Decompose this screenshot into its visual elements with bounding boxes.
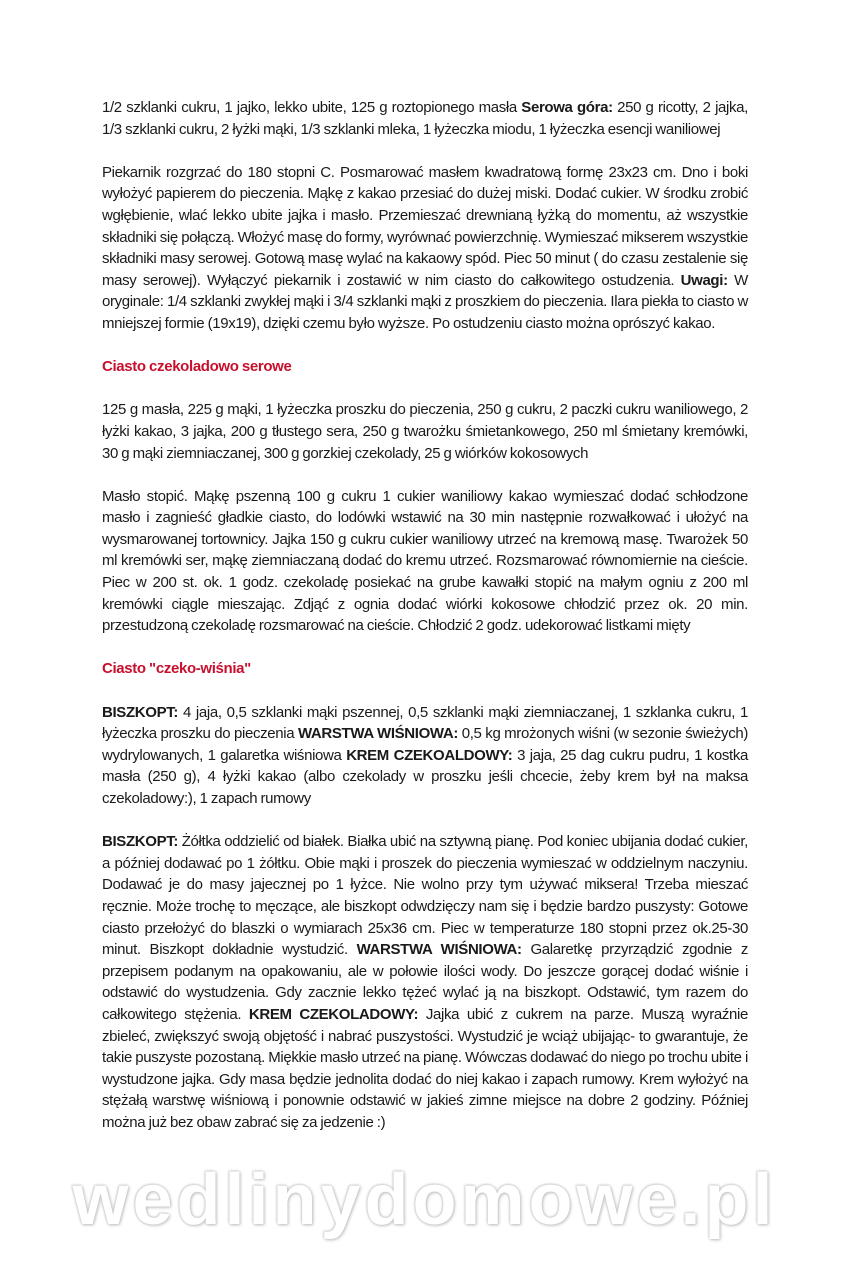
recipe-heading	[102, 356, 748, 378]
text-run: Galaretkę przyrządzić zgodnie z przepisem podanym na opakowaniu, ale w połowie ilości wody. Do jeszcze gorącej dodać wiśnie i odstawić do wystudzenia. Gdy zacznie lekko tężeć wylać ją na biszkopt. Odstawić, tym razem do całkowitego stężenia.	[102, 941, 748, 1023]
text-run: Masło stopić. Mąkę pszenną 100 g cukru 1 cukier waniliowy kakao wymieszać dodać schłodzone masło i zagnieść gładkie ciasto, do lodówki wstawić na 30 min następnie rozwałkować i ułożyć na wysmarowanej tortownicy. Jajka 150 g cukru cukier waniliowy utrzeć na kremową masę. Twarożek 50 ml kremówki ser, mąkę ziemniaczaną dodać do kremu utrzeć. Rozsmarować równomiernie na cieście. Piec w 200 st. ok. 1 godz. czekoladę posiekać na grube kawałki stopić na małym ogniu z 200 ml kremówki ciągle mieszając. Zdjąć z ognia dodać wiórki kokosowe chłodzić przez ok. 20 min. przestudzoną czekoladę rozsmarować na cieście. Chłodzić 2 godz. udekorować listkami mięty	[102, 487, 748, 635]
paragraph	[102, 162, 748, 335]
document-body	[102, 0, 748, 1134]
text-run: 1/2 szklanki cukru, 1 jajko, lekko ubite, 125 g roztopionego masła	[102, 99, 522, 116]
bold-label: KREM CZEKOLADOWY:	[248, 1005, 419, 1023]
bold-label: BISZKOPT:	[102, 833, 179, 851]
bold-label: BISZKOPT:	[102, 703, 179, 721]
paragraph	[102, 702, 748, 810]
text-run: 250 g ricotty, 2 jajka, 1/3 szklanki cukru, 2 łyżki mąki, 1/3 szklanki mleka, 1 łyżeczka miodu, 1 łyżeczka esencji waniliowej	[102, 99, 748, 138]
text-run: Piekarnik rozgrzać do 180 stopni C. Posmarować masłem kwadratową formę 23x23 cm. Dno i boki wyłożyć papierem do pieczenia. Mąkę z kakao przesiać do dużej miski. Dodać cukier. W środku zrobić wgłębienie, wlać lekko ubite jajka i masło. Przemieszać drewnianą łyżką do momentu, aż wszystkie składniki się połączą. Włożyć masę do formy, wyrównać powierzchnię. Wymieszać mikserem wszystkie składniki masy serowej. Gotową masę wylać na kakaowy spód. Piec 50 minut ( do czasu zestalenie się masy serowej). Wyłączyć piekarnik i zostawić w nim ciasto do całkowitego ostudzenia.	[102, 163, 748, 289]
bold-label: Uwagi:	[680, 271, 728, 289]
bold-label: WARSTWA WIŚNIOWA:	[297, 725, 459, 743]
paragraph	[102, 399, 748, 464]
bold-label: KREM CZEKOALDOWY:	[346, 746, 513, 764]
watermark: wedlinydomowe.pl	[72, 1160, 777, 1241]
text-run: Ciasto "czeko-wiśnia"	[102, 660, 251, 678]
recipe-heading	[102, 658, 748, 680]
text-run: 125 g masła, 225 g mąki, 1 łyżeczka proszku do pieczenia, 250 g cukru, 2 paczki cukru waniliowego, 2 łyżki kakao, 3 jajka, 200 g tłustego sera, 250 g twarożku śmietankowego, 250 ml śmietany kremówki, 30 g mąki ziemniaczanej, 300 g gorzkiej czekolady, 25 g wiórków kokosowych	[102, 401, 748, 462]
text-run: 0,5 kg mrożonych wiśni (w sezonie świeżych) wydrylowanych, 1 galaretka wiśniowa	[102, 725, 748, 764]
paragraph	[102, 486, 748, 637]
text-run: Jajka ubić z cukrem na parze. Muszą wyraźnie zbieleć, zwiększyć swoją objętość i nabrać puszystości. Wystudzić je wciąż ubijając- to gwarantuje, że takie puszyste pozostaną. Miękkie masło utrzeć na pianę. Wówczas dodawać do niego po trochu ubite i wystudzone jajka. Gdy masa będzie jednolita dodać do niej kakao i zapach rumowy. Krem wyłożyć na stężałą warstwę wiśniową i ponownie odstawić w jakieś zimne miejsce na dobre 2 godziny. Później można już bez obaw zabrać się za jedzenie :)	[102, 1005, 748, 1131]
paragraph	[102, 831, 748, 1133]
text-run: Ciasto czekoladowo serowe	[102, 358, 292, 376]
paragraph	[102, 97, 748, 140]
text-run: W oryginale: 1/4 szklanki zwykłej mąki i 3/4 szklanki mąki z proszkiem do pieczenia. Ilara piekła to ciasto w mniejszej formie (19x19), dzięki czemu było wyższe. Po ostudzeniu ciasto można oprószyć kakao.	[102, 271, 748, 332]
bold-label: Serowa góra:	[521, 99, 613, 116]
text-run: 4 jaja, 0,5 szklanki mąki pszennej, 0,5 szklanki mąki ziemniaczanej, 1 szklanka cukru, 1 łyżeczka proszku do pieczenia	[102, 703, 748, 743]
text-run: 3 jaja, 25 dag cukru pudru, 1 kostka masła (250 g), 4 łyżki kakao (albo czekolady w proszku jeśli chcecie, żeby krem był na maksa czekoladowy:), 1 zapach rumowy	[102, 746, 748, 807]
bold-label: WARSTWA WIŚNIOWA:	[356, 941, 522, 959]
text-run: Żółtka oddzielić od białek. Białka ubić na sztywną pianę. Pod koniec ubijania dodać cukier, a później dodawać po 1 żółtku. Obie mąki i proszek do pieczenia wymieszać w oddzielnym naczyniu. Dodawać je do masy jajecznej po 1 łyżce. Nie wolno przy tym używać miksera! Trzeba mieszać ręcznie. Może trochę to męczące, ale biszkopt odwdzięczy nam się i będzie bardzo puszysty: Gotowe ciasto przełożyć do blaszki o wymiarach 25x36 cm. Piec w temperaturze 180 stopni przez ok.25-30 minut. Biszkopt dokładnie wystudzić.	[102, 833, 748, 959]
